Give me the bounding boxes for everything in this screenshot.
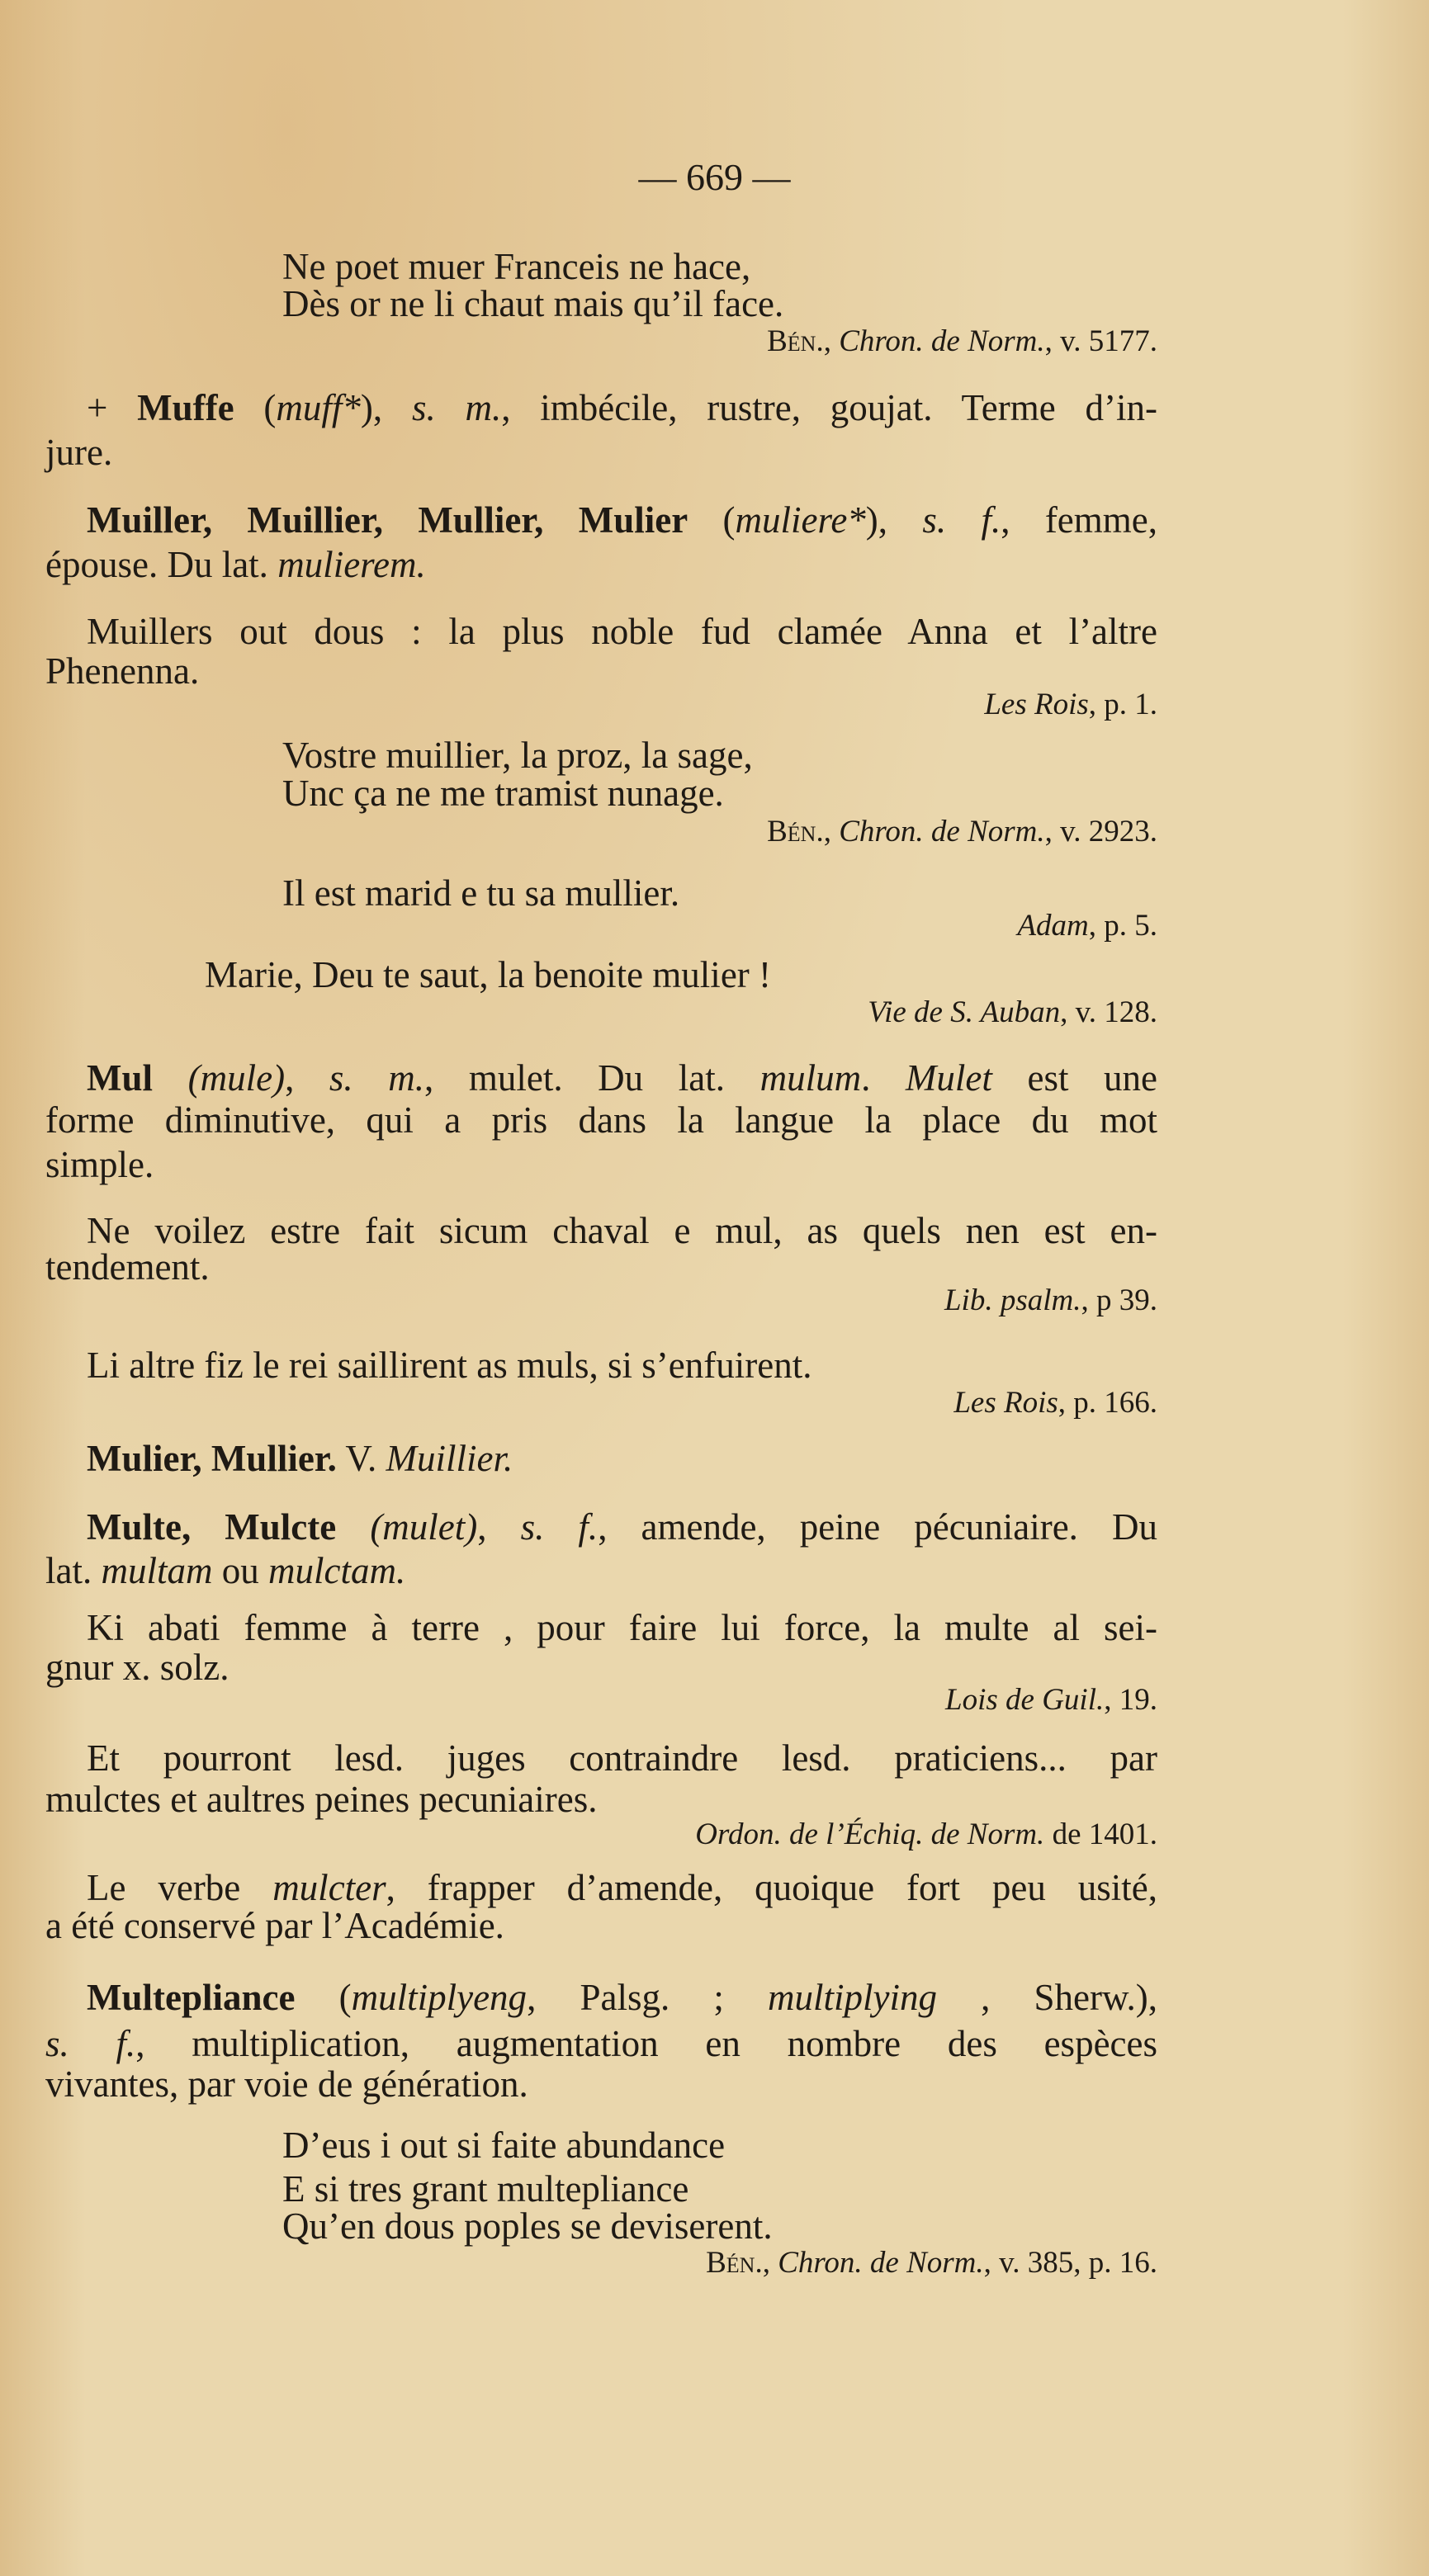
text-segment: simple. (45, 1144, 154, 1185)
entry-line (45, 541, 426, 588)
text-segment: Marie, Deu te saut, la benoite mulier ! (205, 954, 772, 995)
citation (984, 682, 1157, 728)
italic-text: Les Rois (953, 1386, 1058, 1420)
entry-line (45, 2061, 528, 2107)
headword: Multe, Mulcte (87, 1506, 337, 1548)
italic-text: muff* (276, 387, 361, 428)
text-segment: Bén. (767, 324, 824, 358)
text-segment: ), (865, 499, 923, 541)
text-segment: Phenenna. (45, 650, 200, 692)
text-segment: + (87, 387, 138, 428)
italic-text: Les Rois (984, 688, 1089, 721)
text-segment: a été conservé par l’Académie. (45, 1905, 504, 1946)
text-segment: , p. 166. (1058, 1386, 1157, 1420)
text-segment: ou (212, 1550, 268, 1591)
text-segment: ( (234, 387, 277, 428)
entry-line (87, 385, 1157, 431)
citation (944, 1278, 1157, 1324)
text-segment: , Palsg. ; (527, 1977, 768, 2018)
text-segment: Unc ça ne me tramist nunage. (282, 773, 724, 814)
text-segment: D’eus i out si faite abundance (282, 2125, 726, 2166)
text-segment: vivantes, par voie de génération. (45, 2063, 528, 2105)
text-segment: , v. 5177. (1044, 324, 1157, 358)
italic-text: s. f. (922, 499, 1001, 541)
text-segment: , p. 5. (1088, 909, 1157, 943)
italic-text: s. f. (520, 1506, 599, 1548)
text-segment (153, 1057, 188, 1099)
text-segment: , v. 385, p. 16. (983, 2246, 1157, 2280)
text-segment: E si tres grant multepliance (282, 2168, 689, 2210)
text-segment: Ne voilez estre fait sicum chaval e mul, as quels nen est en- (87, 1210, 1157, 1251)
entry-line (45, 429, 112, 475)
text-segment: Et pourront lesd. juges contraindre lesd. praticiens... par (87, 1737, 1157, 1779)
citation (695, 1812, 1157, 1858)
entry-line (87, 1504, 1157, 1550)
italic-text: multiplying (767, 1977, 937, 2018)
italic-text: Muillier. (386, 1438, 513, 1479)
text-segment: Ki abati femme à terre , pour faire lui force, la multe al sei- (87, 1607, 1157, 1648)
text-segment: tendement. (45, 1246, 210, 1288)
text-segment: , (823, 815, 840, 848)
entry-line (45, 1644, 229, 1690)
text-segment: V. (336, 1438, 386, 1479)
headword: Mul (87, 1057, 154, 1099)
text-segment: mulctes et aultres peines pecuniaires. (45, 1779, 598, 1820)
entry-line (45, 1548, 405, 1594)
headword: Mulier, Mullier. (87, 1438, 337, 1479)
entry-line (87, 608, 1157, 655)
verse-line (282, 770, 724, 816)
text-segment: forme diminutive, qui a pris dans la langue la place du mot (45, 1099, 1157, 1141)
text-segment: , p. 1. (1088, 688, 1157, 721)
italic-text: Lois de Guil. (945, 1683, 1105, 1717)
citation (1017, 903, 1157, 949)
italic-text: mulierem. (277, 544, 426, 585)
italic-text: s. f. (45, 2023, 136, 2064)
italic-text: Chron. de Norm. (839, 324, 1045, 358)
italic-text: (mule) (187, 1057, 286, 1099)
text-segment: , (285, 1057, 329, 1099)
text-segment: , (762, 2246, 778, 2280)
verse-line (205, 952, 771, 998)
entry-line (87, 1055, 1157, 1101)
text-segment: , multiplication, augmentation en nombre des espèces (135, 2023, 1157, 2064)
citation (953, 1380, 1157, 1426)
verse-line (282, 870, 679, 916)
text-segment: Bén. (706, 2246, 763, 2280)
text-segment: , amende, peine pécuniaire. Du (598, 1506, 1157, 1548)
text-segment: , v. 128. (1060, 995, 1157, 1029)
italic-text: Vie de S. Auban (868, 995, 1061, 1029)
text-segment: , frapper d’amende, quoique fort peu usité, (386, 1867, 1157, 1908)
text-segment: , p 39. (1081, 1283, 1157, 1317)
citation (767, 809, 1157, 855)
text-segment: Vostre muillier, la proz, la sage, (282, 735, 753, 776)
entry-line (87, 1342, 812, 1388)
text-segment: de 1401. (1044, 1817, 1157, 1851)
entry-line (45, 1097, 1157, 1143)
verse-line (282, 2122, 725, 2168)
entry-line (87, 1435, 513, 1482)
italic-text: multam (101, 1550, 213, 1591)
italic-text: s. m. (411, 387, 502, 428)
italic-text: mulctam. (267, 1550, 406, 1591)
entry-line (45, 1141, 154, 1188)
text-segment: , 19. (1104, 1683, 1157, 1717)
italic-text: mulum (759, 1057, 862, 1099)
italic-text: Chron. de Norm. (839, 815, 1045, 848)
entry-line (45, 2021, 1157, 2067)
headword: Multepliance (87, 1977, 296, 2018)
text-segment: Muillers out dous : la plus noble fud clamée Anna et l’altre (87, 611, 1157, 652)
entry-line (87, 1605, 1157, 1651)
text-segment: , (823, 324, 840, 358)
text-segment: . (861, 1057, 906, 1099)
text-segment: Dès or ne li chaut mais qu’il face. (282, 283, 784, 324)
text-segment: Qu’en dous poples se deviserent. (282, 2205, 773, 2247)
entry-line (45, 1902, 504, 1949)
text-segment: ( (295, 1977, 352, 2018)
text-segment: épouse. Du lat. (45, 544, 278, 585)
entry-line (87, 497, 1157, 543)
text-segment: ), (360, 387, 412, 428)
entry-line (45, 1244, 210, 1290)
text-segment: est une (991, 1057, 1158, 1099)
text-segment: Il est marid e tu sa mullier. (282, 872, 680, 914)
entry-line (45, 648, 199, 694)
text-segment: — 669 — (638, 156, 791, 198)
citation (706, 2240, 1157, 2286)
entry-line (45, 1776, 598, 1822)
text-segment: Li altre fiz le rei saillirent as muls, si s’enfuirent. (87, 1345, 812, 1386)
citation (767, 319, 1157, 365)
verse-line (282, 281, 783, 327)
italic-text: Chron. de Norm. (778, 2246, 984, 2280)
text-segment (336, 1506, 370, 1548)
italic-text: s. m. (329, 1057, 425, 1099)
verse-line (282, 2203, 773, 2249)
text-segment: Ne poet muer Franceis ne hace, (282, 246, 751, 287)
citation (945, 1677, 1157, 1723)
italic-text: Ordon. de l’Échiq. de Norm. (695, 1817, 1045, 1851)
headword: Muffe (137, 387, 234, 428)
italic-text: Adam (1017, 909, 1089, 943)
italic-text: (mulet) (370, 1506, 478, 1548)
italic-text: multiplyeng (351, 1977, 528, 2018)
italic-text: mulcter (272, 1867, 386, 1908)
text-segment: , Sherw.), (936, 1977, 1157, 2018)
headword: Muiller, Muillier, Mullier, Mulier (87, 499, 688, 541)
page-number (0, 154, 1429, 201)
text-segment: Le verbe (87, 1867, 273, 1908)
italic-text: muliere* (735, 499, 866, 541)
text-segment: , femme, (1001, 499, 1158, 541)
text-segment: , (477, 1506, 521, 1548)
entry-line (87, 1735, 1157, 1781)
entry-line (87, 1208, 1157, 1254)
entry-line (87, 1974, 1157, 2021)
italic-text: Mulet (905, 1057, 992, 1099)
citation (868, 990, 1157, 1036)
italic-text: Lib. psalm. (944, 1283, 1081, 1317)
text-segment: gnur x. solz. (45, 1647, 229, 1688)
text-segment: ( (688, 499, 736, 541)
text-segment: , mulet. Du lat. (424, 1057, 760, 1099)
text-segment: , v. 2923. (1044, 815, 1157, 848)
text-segment: , imbécile, rustre, goujat. Terme d’in- (501, 387, 1157, 428)
text-segment: Bén. (767, 815, 824, 848)
text-segment: jure. (45, 432, 113, 473)
text-segment: lat. (45, 1550, 102, 1591)
